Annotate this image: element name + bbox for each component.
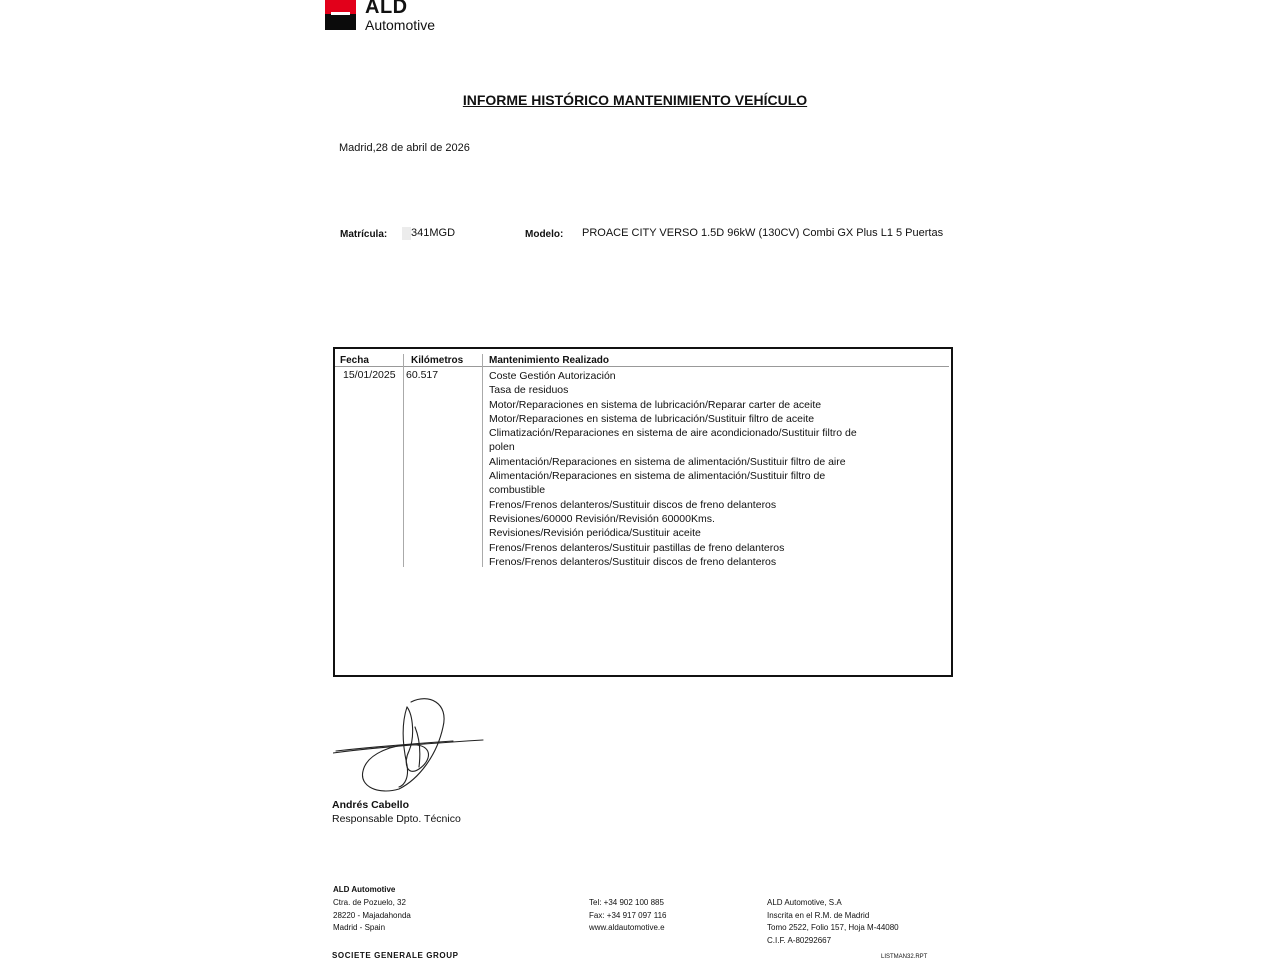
table-column-divider	[403, 354, 404, 567]
row-fecha: 15/01/2025	[343, 369, 396, 381]
row-maintenance-list	[489, 369, 869, 569]
model-value: PROACE CITY VERSO 1.5D 96kW (130CV) Combi GX Plus L1 5 Puertas	[582, 227, 944, 239]
maintenance-item: Frenos/Frenos delanteros/Sustituir discos de freno delanteros	[489, 555, 777, 568]
document-title: INFORME HISTÓRICO MANTENIMIENTO VEHÍCULO	[462, 92, 808, 108]
maintenance-item: Motor/Reparaciones en sistema de lubricación/Sustituir filtro de aceite	[489, 412, 815, 425]
footer-address-line: 28220 - Majadahonda	[333, 910, 411, 920]
footer-contact	[589, 897, 666, 935]
logo-text-automotive: Automotive	[365, 17, 436, 33]
footer-contact-line: Tel: +34 902 100 885	[589, 898, 664, 907]
signer-role: Responsable Dpto. Técnico	[332, 813, 461, 825]
handwritten-signature	[333, 697, 485, 794]
logo-text-ald: ALD	[365, 0, 408, 18]
model-label: Modelo:	[525, 229, 564, 240]
table-header-divider	[335, 366, 949, 367]
table-header-fecha: Fecha	[340, 355, 369, 366]
maintenance-item: Alimentación/Reparaciones en sistema de alimentación/Sustituir filtro de aire	[489, 455, 846, 468]
footer-registry	[767, 897, 899, 947]
footer-group-name: SOCIETE GENERALE GROUP	[332, 951, 459, 960]
maintenance-item: Revisiones/Revisión periódica/Sustituir aceite	[489, 527, 701, 540]
table-header-kilometros: Kilómetros	[411, 355, 464, 366]
maintenance-item: Revisiones/60000 Revisión/Revisión 60000Kms.	[489, 512, 715, 525]
plate-redaction	[402, 227, 411, 240]
maintenance-item: Frenos/Frenos delanteros/Sustituir pastillas de freno delanteros	[489, 541, 785, 554]
maintenance-item: Frenos/Frenos delanteros/Sustituir discos de freno delanteros	[489, 498, 777, 511]
maintenance-item: Alimentación/Reparaciones en sistema de alimentación/Sustituir filtro de	[489, 470, 826, 483]
footer-address	[333, 897, 411, 935]
footer-registry-line: Tomo 2522, Folio 157, Hoja M-44080	[767, 923, 899, 932]
signer-name: Andrés Cabello	[332, 799, 410, 811]
footer-contact-line: Fax: +34 917 097 116	[589, 910, 667, 920]
footer-company: ALD Automotive	[333, 885, 396, 894]
date-value: 28 de abril de 2026	[375, 142, 470, 154]
footer-address-line: Madrid - Spain	[333, 923, 386, 932]
footer-contact-line: www.aldautomotive.e	[589, 923, 665, 932]
maintenance-item: Coste Gestión Autorización	[489, 370, 616, 382]
table-header-mantenimiento: Mantenimiento Realizado	[489, 355, 610, 366]
footer-address-line: Ctra. de Pozuelo, 32	[333, 898, 406, 907]
plate-label: Matrícula:	[340, 229, 388, 240]
table-column-divider	[482, 354, 483, 567]
date-line	[339, 142, 470, 154]
maintenance-item: combustible	[489, 484, 546, 497]
plate-value: 341MGD	[411, 227, 456, 239]
footer-registry-line: C.I.F. A-80292667	[767, 935, 832, 945]
row-kilometros: 60.517	[406, 369, 439, 381]
footer-report-code: LISTMAN32.RPT	[881, 954, 928, 960]
maintenance-item: polen	[489, 441, 515, 454]
maintenance-item: Climatización/Reparaciones en sistema de aire acondicionado/Sustituir filtro de	[489, 427, 857, 440]
maintenance-item: Tasa de residuos	[489, 384, 569, 397]
date-place: Madrid,	[339, 142, 376, 154]
maintenance-item: Motor/Reparaciones en sistema de lubricación/Reparar carter de aceite	[489, 398, 822, 411]
footer-registry-line: Inscrita en el R.M. de Madrid	[767, 910, 870, 920]
footer-registry-line: ALD Automotive, S.A	[767, 898, 842, 907]
logo-white-bar	[331, 12, 350, 15]
